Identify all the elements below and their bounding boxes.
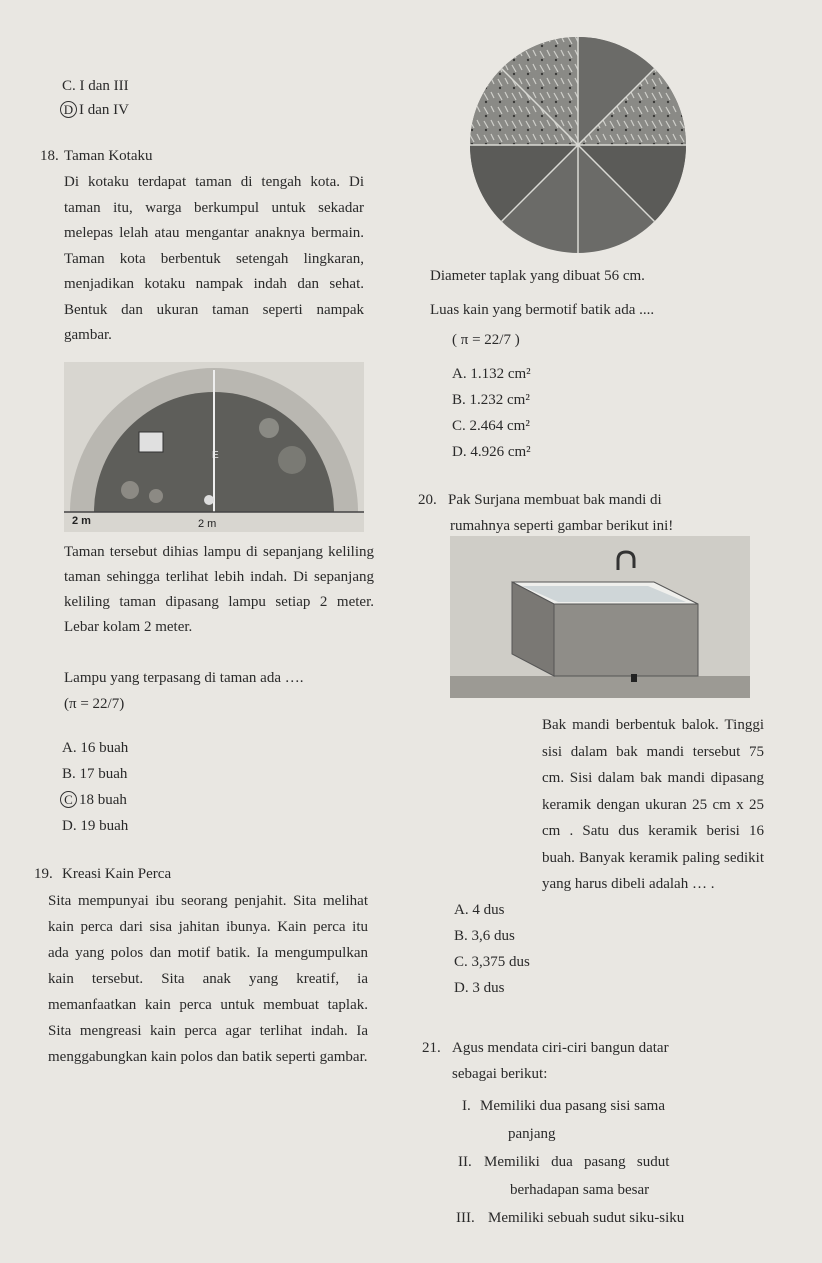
q21-item-3-num: III. bbox=[456, 1210, 475, 1226]
q20-option-d: D. 3 dus bbox=[454, 980, 505, 996]
tablecloth-figure bbox=[468, 34, 688, 256]
q18-body2: Taman tersebut dihias lampu di sepanjang keliling taman sehingga terlihat lebih indah. Di sepanjang keliling taman dipasang lampu setiap 2 meter. Lebar kolam 2 meter. bbox=[64, 544, 374, 635]
q19-option-d: D. 4.926 cm² bbox=[452, 444, 531, 460]
q19-option-b: B. 1.232 cm² bbox=[452, 392, 530, 408]
q17-option-c: C. I dan III bbox=[62, 78, 129, 94]
q19-body: Sita mempunyai ibu seorang penjahit. Sita melihat kain perca dari sisa jahitan ibunya. Kain perca itu ada yang polos dan motif batik. Ia mengumpulkan kain tersebut. Sita anak yang kreatif, ia memanfaatkan kain perca untuk membuat taplak. Sita mengreasi kain perca agar terlihat indah. Ia menggabungkan kain polos dan batik seperti gambar. bbox=[48, 893, 368, 1065]
q21-item-3-line1: Memiliki sebuah sudut siku-siku bbox=[488, 1210, 685, 1226]
q18-option-c-text: 18 buah bbox=[79, 792, 127, 808]
q21-number: 21. bbox=[422, 1040, 441, 1056]
q20-body: Bak mandi berbentuk balok. Tinggi sisi dalam bak mandi tersebut 75 cm. Sisi dalam bak mandi dipasang keramik dengan ukuran 25 cm x 25 cm . Satu dus keramik berisi 16 buah. Banyak keramik paling sedikit yang harus dibeli adalah … . bbox=[542, 717, 764, 892]
q17-option-d bbox=[60, 98, 129, 122]
q21-item-2-line1: Memiliki dua pasang sudut bbox=[484, 1154, 670, 1170]
q17-option-d-text: I dan IV bbox=[79, 102, 129, 118]
q20-option-b: B. 3,6 dus bbox=[454, 928, 515, 944]
q21-item-2-line2: berhadapan sama besar bbox=[510, 1182, 650, 1198]
q21-item-2-num: II. bbox=[458, 1154, 472, 1170]
q18-question: Lampu yang terpasang di taman ada …. bbox=[64, 670, 304, 686]
q19-option-c: C. 2.464 cm² bbox=[452, 418, 530, 434]
q18-option-c bbox=[60, 788, 127, 812]
q19-number: 19. bbox=[34, 866, 53, 882]
answer-circle: C bbox=[60, 791, 77, 808]
q19-question: Luas kain yang bermotif batik ada .... bbox=[430, 302, 655, 318]
q21-intro-line1: Agus mendata ciri-ciri bangun datar bbox=[452, 1040, 669, 1056]
q18-pi-note: (π = 22/7) bbox=[64, 696, 125, 712]
q18-title: Taman Kotaku bbox=[64, 148, 153, 164]
q19-diameter-text: Diameter taplak yang dibuat 56 cm. bbox=[430, 268, 645, 284]
q18-body: Di kotaku terdapat taman di tengah kota. Di taman itu, warga berkumpul untuk sekadar melepas lelah atau mengantar anaknya bermain. Taman kota berbentuk setengah lingkaran, menjadikan kotaku nampak indah dan sehat. Bentuk dan ukuran taman seperti nampak gambar. bbox=[64, 174, 364, 343]
q20-option-a: A. 4 dus bbox=[454, 902, 505, 918]
q19-pi-note: ( π = 22/7 ) bbox=[452, 332, 520, 348]
q21-item-1-line2: panjang bbox=[508, 1126, 556, 1142]
q18-number: 18. bbox=[40, 148, 59, 164]
q21-item-1-num: I. bbox=[462, 1098, 471, 1114]
fig-label-left: 2 m bbox=[72, 515, 91, 527]
fig-label-right: 2 m bbox=[198, 518, 217, 530]
q20-number: 20. bbox=[418, 492, 437, 508]
q18-option-b: B. 17 buah bbox=[62, 766, 128, 782]
q20-intro-line2: rumahnya seperti gambar berikut ini! bbox=[450, 518, 674, 534]
q20-option-c: C. 3,375 dus bbox=[454, 954, 530, 970]
answer-circle: D bbox=[60, 101, 77, 118]
q18-option-a: A. 16 buah bbox=[62, 740, 129, 756]
fig-label-mid: E bbox=[212, 450, 219, 461]
q18-option-d: D. 19 buah bbox=[62, 818, 129, 834]
park-figure bbox=[64, 362, 364, 532]
bathtub-figure bbox=[450, 536, 750, 698]
q20-intro-line1: Pak Surjana membuat bak mandi di bbox=[448, 492, 662, 508]
q21-item-1-line1: Memiliki dua pasang sisi sama bbox=[480, 1098, 665, 1114]
q19-title: Kreasi Kain Perca bbox=[62, 866, 172, 882]
q19-option-a: A. 1.132 cm² bbox=[452, 366, 531, 382]
q21-intro-line2: sebagai berikut: bbox=[452, 1066, 548, 1082]
